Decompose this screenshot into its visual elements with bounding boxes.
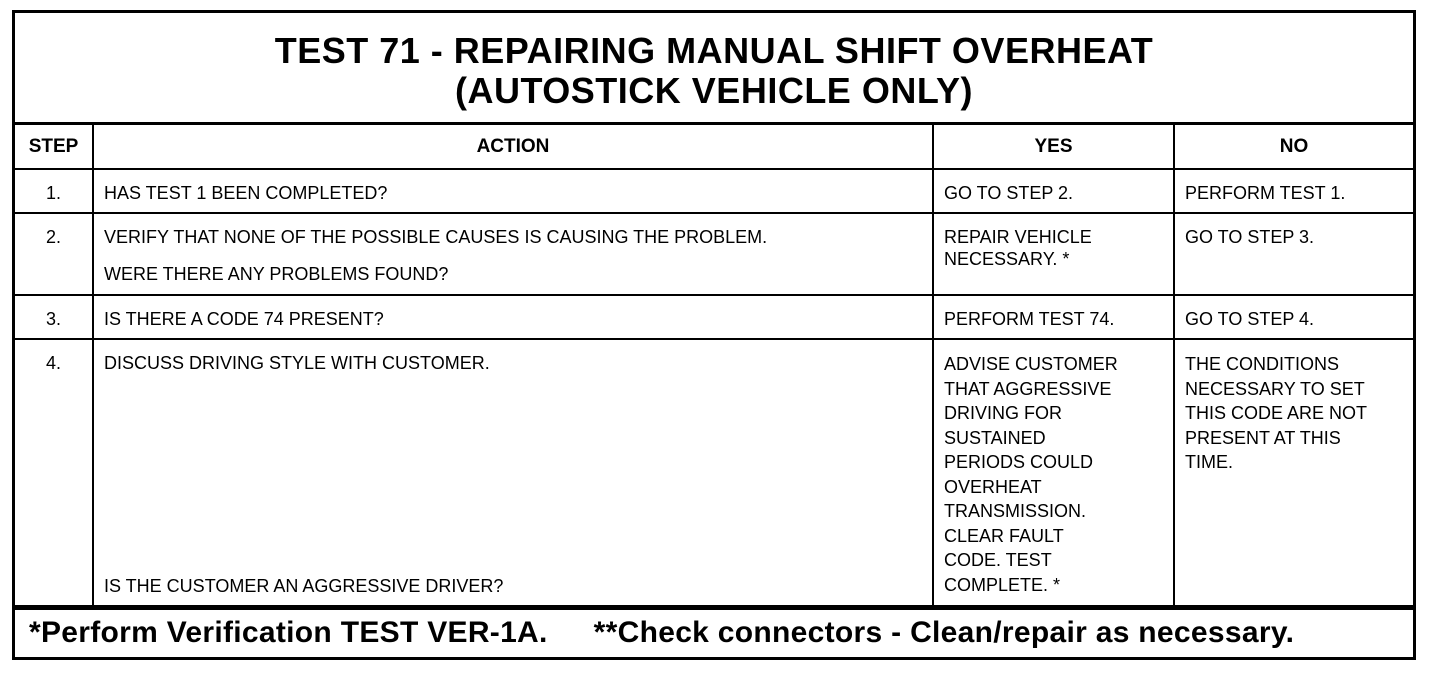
column-header-no: NO [1174, 125, 1413, 169]
table-row [15, 213, 1413, 295]
step-action [93, 339, 933, 609]
verification-note: *Perform Verification TEST VER-1A. [29, 616, 548, 649]
table-row [15, 169, 1413, 213]
action-question: IS THE CUSTOMER AN AGGRESSIVE DRIVER? [104, 576, 504, 596]
steps-table [15, 125, 1413, 610]
table-row [15, 339, 1413, 609]
connector-note: **Check connectors - Clean/repair as necessary. [593, 616, 1295, 649]
step-no-result: THE CONDITIONS NECESSARY TO SET THIS CODE ARE NOT PRESENT AT THIS TIME. [1174, 339, 1413, 609]
column-header-action: ACTION [93, 125, 933, 169]
step-no-result: GO TO STEP 4. [1174, 295, 1413, 339]
action-text: VERIFY THAT NONE OF THE POSSIBLE CAUSES IS CAUSING THE PROBLEM. [104, 227, 768, 247]
column-header-step: STEP [15, 125, 93, 169]
step-yes-result: REPAIR VEHICLE NECESSARY. * [933, 213, 1174, 295]
chart-title [15, 13, 1413, 125]
step-number: 2. [15, 213, 93, 295]
test-procedure-chart [12, 10, 1416, 660]
action-text: HAS TEST 1 BEEN COMPLETED? [104, 183, 388, 203]
step-action [93, 213, 933, 295]
step-number: 4. [15, 339, 93, 609]
step-no-result: GO TO STEP 3. [1174, 213, 1413, 295]
step-number: 3. [15, 295, 93, 339]
column-header-yes: YES [933, 125, 1174, 169]
action-question: WERE THERE ANY PROBLEMS FOUND? [104, 264, 449, 284]
step-number: 1. [15, 169, 93, 213]
step-yes-result: GO TO STEP 2. [933, 169, 1174, 213]
footer-notes [15, 605, 1413, 657]
action-text: DISCUSS DRIVING STYLE WITH CUSTOMER. [104, 353, 490, 373]
step-yes-result: PERFORM TEST 74. [933, 295, 1174, 339]
action-text: IS THERE A CODE 74 PRESENT? [104, 309, 384, 329]
step-no-result: PERFORM TEST 1. [1174, 169, 1413, 213]
step-yes-result: ADVISE CUSTOMER THAT AGGRESSIVE DRIVING FOR SUSTAINED PERIODS COULD OVERHEAT TRANSMISSION. CLEAR FAULT CODE. TEST COMPLETE. * [933, 339, 1174, 609]
header-row [15, 125, 1413, 169]
title-line-1: TEST 71 - REPAIRING MANUAL SHIFT OVERHEAT [274, 30, 1154, 71]
title-line-2: (AUTOSTICK VEHICLE ONLY) [454, 70, 974, 111]
step-action [93, 169, 933, 213]
step-action [93, 295, 933, 339]
table-row [15, 295, 1413, 339]
